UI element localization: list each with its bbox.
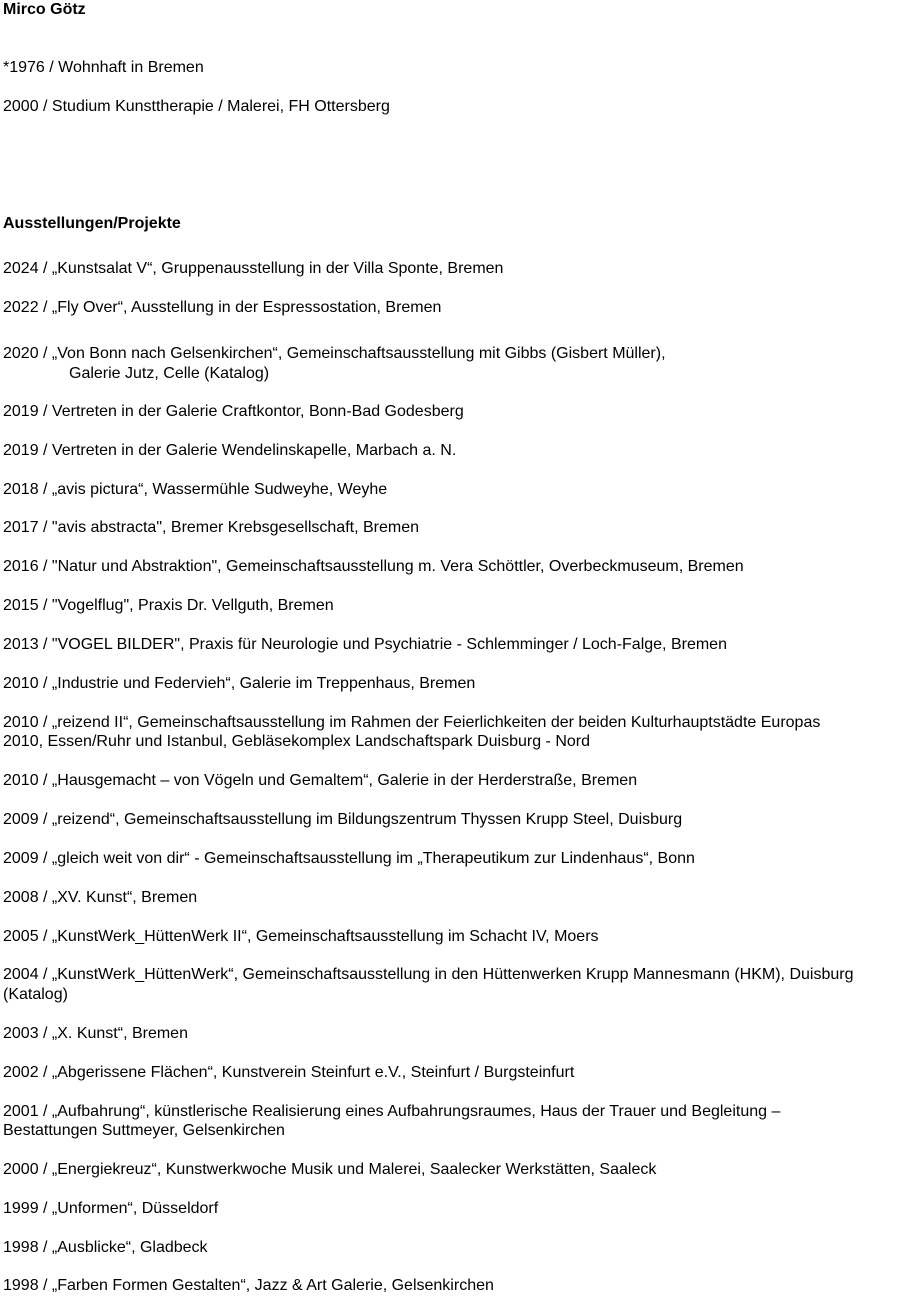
exhibition-entry: 2018 / „avis pictura“, Wassermühle Sudweyhe, Weyhe [3,481,388,498]
exhibition-entry-continuation: Bestattungen Suttmeyer, Gelsenkirchen [3,1122,285,1139]
exhibition-entry: 2000 / „Energiekreuz“, Kunstwerkwoche Musik und Malerei, Saalecker Werkstätten, Saaleck [3,1161,657,1178]
exhibition-entry: 2005 / „KunstWerk_HüttenWerk II“, Gemeinschaftsausstellung im Schacht IV, Moers [3,928,599,945]
exhibition-entry: 2017 / "avis abstracta", Bremer Krebsgesellschaft, Bremen [3,519,419,536]
exhibition-entry-continuation: 2010, Essen/Ruhr und Istanbul, Gebläsekomplex Landschaftspark Duisburg - Nord [3,733,590,750]
exhibition-entry: 2019 / Vertreten in der Galerie Craftkontor, Bonn-Bad Godesberg [3,403,464,420]
exhibition-entry: 2009 / „reizend“, Gemeinschaftsausstellung im Bildungszentrum Thyssen Krupp Steel, Duisburg [3,811,683,828]
exhibition-entry: 2022 / „Fly Over“, Ausstellung in der Espressostation, Bremen [3,299,442,316]
exhibition-entry: 2016 / "Natur und Abstraktion", Gemeinschaftsausstellung m. Vera Schöttler, Overbeckmuseum, Bremen [3,558,744,575]
exhibition-entry: 1998 / „Farben Formen Gestalten“, Jazz & Art Galerie, Gelsenkirchen [3,1277,494,1294]
exhibition-entry-continuation: Galerie Jutz, Celle (Katalog) [69,365,270,382]
exhibition-entry: 1998 / „Ausblicke“, Gladbeck [3,1239,208,1256]
exhibition-entry: 1999 / „Unformen“, Düsseldorf [3,1200,219,1217]
exhibition-entry: 2008 / „XV. Kunst“, Bremen [3,889,198,906]
education: 2000 / Studium Kunsttherapie / Malerei, FH Ottersberg [3,98,390,115]
birth-residence: *1976 / Wohnhaft in Bremen [3,59,204,76]
exhibition-entry: 2013 / "VOGEL BILDER", Praxis für Neurologie und Psychiatrie - Schlemminger / Loch-Falge, Bremen [3,636,727,653]
exhibition-entry: 2002 / „Abgerissene Flächen“, Kunstverein Steinfurt e.V., Steinfurt / Burgsteinfurt [3,1064,575,1081]
exhibition-entry: 2010 / „Industrie und Federvieh“, Galerie im Treppenhaus, Bremen [3,675,476,692]
exhibition-entry: 2010 / „reizend II“, Gemeinschaftsausstellung im Rahmen der Feierlichkeiten der beiden Kulturhauptstädte Europas [3,714,821,731]
section-heading-exhibitions: Ausstellungen/Projekte [3,215,181,232]
exhibition-entry: 2009 / „gleich weit von dir“ - Gemeinschaftsausstellung im „Therapeutikum zur Lindenhaus“, Bonn [3,850,695,867]
exhibition-entry: 2015 / "Vogelflug", Praxis Dr. Vellguth, Bremen [3,597,334,614]
artist-name: Mirco Götz [3,1,86,18]
exhibition-entry: 2010 / „Hausgemacht – von Vögeln und Gemaltem“, Galerie in der Herderstraße, Bremen [3,772,638,789]
exhibition-entry: 2024 / „Kunstsalat V“, Gruppenausstellung in der Villa Sponte, Bremen [3,260,504,277]
exhibition-entry: 2020 / „Von Bonn nach Gelsenkirchen“, Gemeinschaftsausstellung mit Gibbs (Gisbert Müller), [3,345,666,362]
exhibition-entry: 2004 / „KunstWerk_HüttenWerk“, Gemeinschaftsausstellung in den Hüttenwerken Krupp Mannesmann (HKM), Duisburg [3,966,854,983]
exhibition-entry: 2001 / „Aufbahrung“, künstlerische Realisierung eines Aufbahrungsraumes, Haus der Trauer und Begleitung – [3,1103,781,1120]
exhibition-entry: 2019 / Vertreten in der Galerie Wendelinskapelle, Marbach a. N. [3,442,457,459]
exhibition-entry: 2003 / „X. Kunst“, Bremen [3,1025,188,1042]
exhibition-entry-continuation: (Katalog) [3,986,68,1003]
